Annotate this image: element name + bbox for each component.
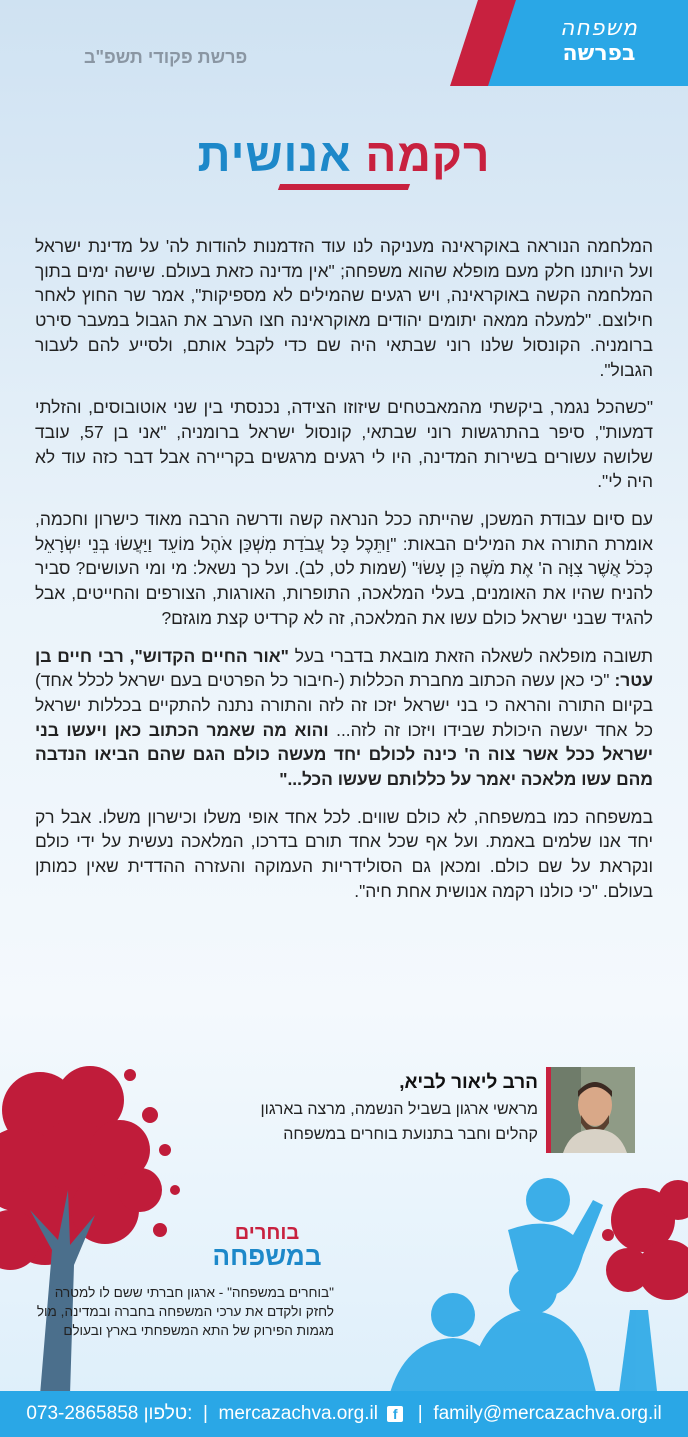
org-description: "בוחרים במשפחה" - ארגון חברתי ששם לו למטרה לחזק ולקדם את ערכי המשפחה בחברה ובמדינה, מול מגמות הפירוק של התא המשפחתי בארץ ובעולם bbox=[36, 1285, 334, 1338]
facebook-icon[interactable]: f bbox=[387, 1406, 403, 1422]
bocharim-bamishpacha-logo bbox=[212, 1223, 322, 1269]
footer-separator: | bbox=[197, 1403, 214, 1424]
footer-phone[interactable]: 073-2865858 bbox=[26, 1403, 139, 1424]
family-silhouette-illustration bbox=[358, 1160, 688, 1400]
org-logo-line1: בוחרים bbox=[234, 1222, 300, 1244]
paragraph-5: במשפחה כמו במשפחה, לא כולם שווים. לכל אחד אופי משלו וכישרון משלו. אבל רק יחד אנו שלמים באמת. ועל אף שכל אחד תורם בדרכו, המלאכה נעשית על ידי כולם ונקראת על שם כולם. ומכאן גם הסולידריות העמוקה והעזרה ההדדית שאין כמותן בעולם. "כי כולנו רקמה אנושית אחת חיה". bbox=[35, 806, 653, 901]
author-photo bbox=[546, 1067, 635, 1153]
footer-contact bbox=[0, 1403, 688, 1425]
page-title bbox=[0, 128, 688, 182]
paragraph-4 bbox=[35, 644, 653, 792]
paragraph-4-intro: תשובה מופלאה לשאלה הזאת מובאת בדברי בעל bbox=[288, 645, 653, 666]
footer-website[interactable]: mercazachva.org.il bbox=[218, 1403, 378, 1424]
mishpacha-baparsha-logo bbox=[560, 18, 638, 65]
logo-line2: בפרשה bbox=[562, 41, 636, 66]
logo-line1: משפחה bbox=[559, 16, 638, 41]
author-portrait-image bbox=[551, 1067, 635, 1153]
parsha-name: פרשת פקודי תשפ"ב bbox=[84, 47, 248, 67]
paragraph-3: עם סיום עבודת המשכן, שהייתה ככל הנראה קשה ודרשה הרבה מאוד כישרון וחכמה, אומרת התורה את המילים הבאות: "וַתֵּכֶל כָּל עֲבֹדַת מִשְׁכַּן אֹהֶל מוֹעֵד וַיַּעֲשׂוּ בְּנֵי יִשְׂרָאֵל כְּכֹל אֲשֶׁר צִוָּה ה' אֶת מֹשֶׁה כֵּן עָשׂוּ" (שמות לט, לב). ועל כך נשאל: מי ומי העושים? סביר להניח שהיו את האומנים, בעלי המלאכה, התופרות, האורגות, הצורפים והחייטים, אבל להגיד שבני ישראל כולם עשו את המלאכה, זה לא קרדיט קצת מוגזם? bbox=[35, 509, 653, 628]
title-part1: רקמה bbox=[365, 129, 491, 181]
author-name: הרב ליאור לביא, bbox=[399, 1072, 538, 1093]
author-title-line2: קהלים וחבר בתנועת בוחרים במשפחה bbox=[283, 1126, 538, 1143]
paragraph-4-quote: "כי כאן עשה הכתוב מחברת הכללות (-חיבור כל הפרטים בעם ישראל לכלל אחד) בקיום התורה והראה כי בני ישראל יזכו זה לזה והתורה נתנה להתקיים בכללות ישראל כל אחד יעשה היכולת שבידו ויזכו זה לזה... bbox=[35, 670, 653, 740]
tree-left-illustration bbox=[0, 1040, 190, 1395]
paragraph-1: המלחמה הנוראה באוקראינה מעניקה לנו עוד הזדמנות להודות לה' על מדינת ישראל ועל היותנו חלק מעם מופלא שהוא משפחה; "אין מדינה כזאת בעולם. שישה ימים בתוך המלחמה הקשה באוקראינה, ויש רגעים שהמילים לא מספיקות", אמר שר החוץ לאחר חילוצם. "למעלה ממאה יתומים יהודים מאוקראינה חצו הערב את הגבול במעבר סירט ברומניה. הקונסול שלנו רוני שבתאי היה שם כדי לקבל אותם, ולסייע להם לעבור הגבול". bbox=[35, 236, 653, 380]
org-logo-line2: במשפחה bbox=[212, 1241, 322, 1271]
footer-phone-label: טלפון: bbox=[143, 1403, 193, 1424]
author-title-line1: מראשי ארגון בשביל הנשמה, מרצה בארגון bbox=[260, 1101, 538, 1118]
paragraph-4-source: "אור החיים הקדוש", רבי חיים בן עטר: bbox=[35, 645, 653, 691]
footer-email[interactable]: family@mercazachva.org.il bbox=[433, 1403, 662, 1424]
title-underline bbox=[278, 184, 410, 190]
footer-separator: | bbox=[412, 1403, 429, 1424]
paragraph-2: "כשהכל נגמר, ביקשתי מהמאבטחים שיזוזו הצידה, נכנסתי בין שני אוטובוסים, והזלתי דמעות", סיפר בהתרגשות רוני שבתאי, קונסול ישראל ברומניה, "אני בן 57, עובד שלושה עשורים בשירות המדינה, היו לי רגעים מרגשים בקריירה אבל דבר כזה עוד לא היה לי". bbox=[35, 397, 654, 492]
paragraph-4-quote-bold: והוא מה שאמר הכתוב כאן ויעשו בני ישראל ככל אשר צוה ה' כינה לכולם יחד מעשה כולם הגם שהם הביאו הנדבה מהם עשו מלאכה יאמר על כללותם שעשו הכל..." bbox=[35, 719, 653, 790]
article-body bbox=[35, 234, 653, 917]
title-part2: אנושית bbox=[197, 129, 352, 181]
